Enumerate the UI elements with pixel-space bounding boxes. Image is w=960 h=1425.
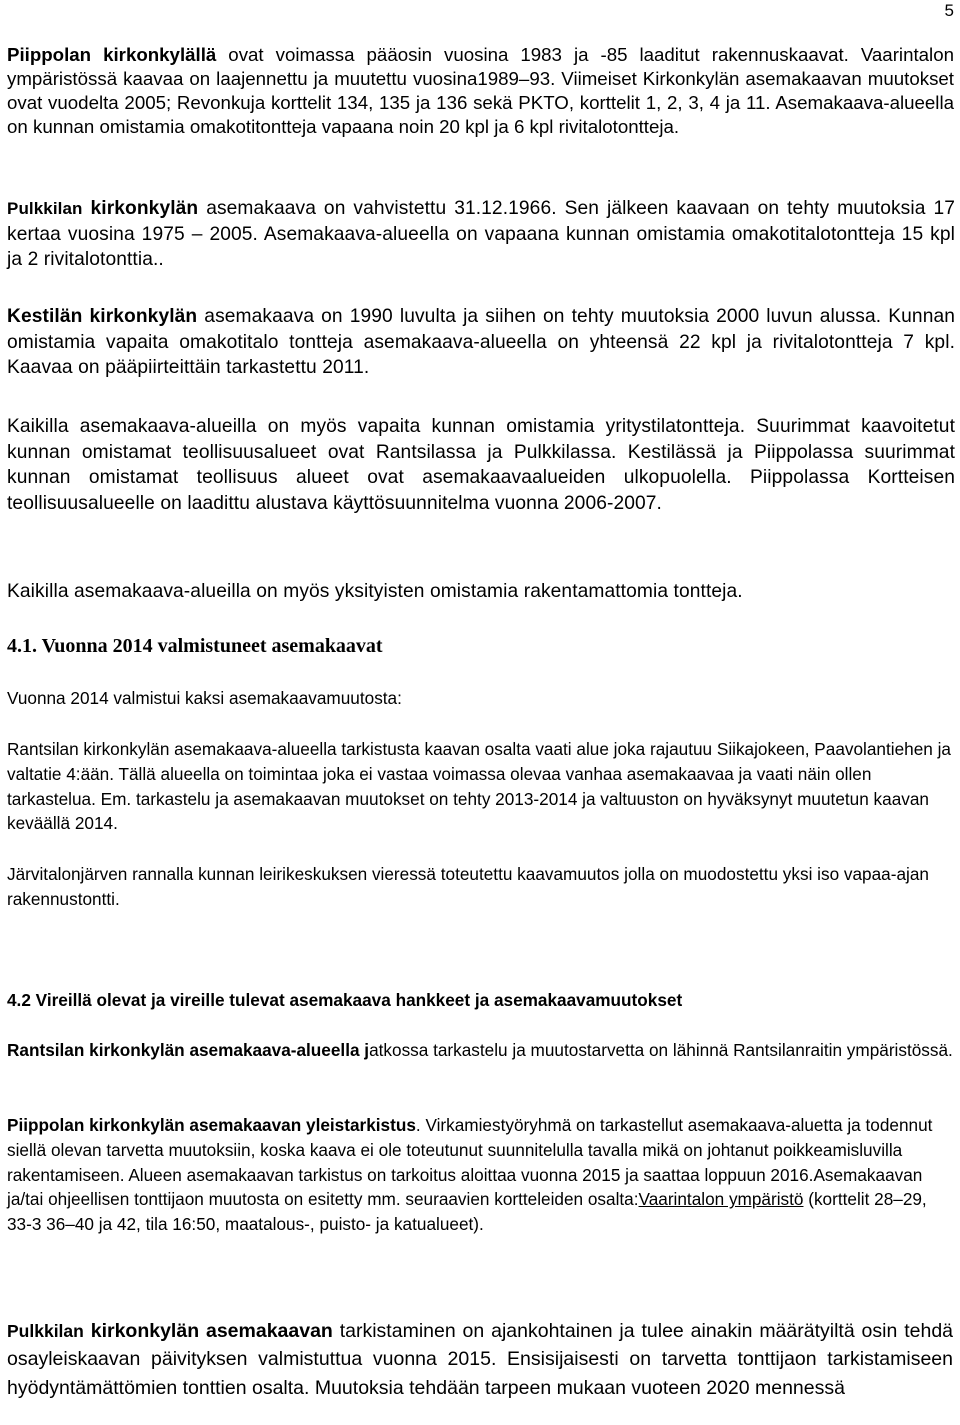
paragraph-text: asemakaava on 1990 luvulta ja siihen on tehty muutoksia 2000 luvun alussa. Kunnan omistamia vapaita omakotitalo tontteja asemakaava-alueella on yhteensä 22 kpl ja rivitalotontteja 7 kpl. Kaavaa on pääpiirteittäin tarkastettu 2011. — [7, 306, 956, 379]
paragraph-text: tarkistaminen on ajankohtainen ja tulee ainakin määrätyiltä osin tehdä osayleiskaavan päivityksen valmistuttua vuonna 2015. Ensisijaisesti on tarvetta tonttijaon tarkistamiseen hyödyntämättömien tonttien osalta. Muutoksia tehdään tarpeen mukaan vuoteen 2020 mennessä — [7, 1320, 954, 1399]
place-name: Piippolan kirkonkylällä — [7, 44, 217, 65]
place-name-suffix: kirkonkylän — [82, 198, 199, 219]
paragraph-jarvitalonjarvi: Järvitalonjärven rannalla kunnan leirikeskuksen vieressä toteutettu kaavamuutos jolla on muodostettu yksi iso vapaa-ajan rakennustontti. — [7, 864, 929, 909]
lead-text: Rantsilan kirkonkylän asemakaava-alueella j — [7, 1040, 370, 1060]
paragraph-rantsila-2014: Rantsilan kirkonkylän asemakaava-alueella tarkistusta kaavan osalta vaati alue joka rajautuu Siikajokeen, Paavolantiehen ja valtatie 4:ään. Tällä alueella on toimintaa joka ei vastaa voimassa olevaa vanhaa asemakaavaa ja vaati näin ollen tarkastelua. Em. tarkastelu ja asemakaavan muutokset on tehty 2013-2014 ja valtuuston on hyväksynyt muutetun kaavan keväällä 2014. — [7, 739, 951, 834]
lead-text: Pulkkilan — [7, 1321, 84, 1341]
paragraph-text: asemakaava on vahvistettu 31.12.1966. Sen jälkeen kaavaan on tehty muutoksia 17 kertaa vuosina 1975 – 2005. Asemakaava-alueella on vapaana kunnan omistamia omakotitalotontteja 15 kpl ja 2 rivitalotonttia.. — [7, 198, 955, 271]
paragraph-2014-intro: Vuonna 2014 valmistui kaksi asemakaavamuutosta: — [7, 688, 402, 708]
underlined-area-name: Vaarintalon ympäristö — [638, 1189, 804, 1210]
paragraph-pulkkila-plan — [7, 196, 955, 273]
paragraph-text: atkossa tarkastelu ja muutostarvetta on lähinnä Rantsilanraitin ympäristössä. — [369, 1040, 953, 1060]
lead-text-suffix: kirkonkylän asemakaavan — [83, 1320, 333, 1342]
section-heading-4-2: 4.2 Vireillä olevat ja vireille tulevat asemakaava hankkeet ja asemakaavamuutokset — [7, 990, 683, 1010]
paragraph-piippola-plans — [7, 43, 954, 139]
page-number: 5 — [944, 1, 954, 20]
paragraph-rantsila-pending — [7, 1038, 953, 1063]
paragraph-pulkkila-review — [7, 1317, 953, 1402]
section-heading-4-1: 4.1. Vuonna 2014 valmistuneet asemakaavat — [7, 635, 383, 657]
paragraph-text: . Virkamiestyöryhmä on tarkastellut asemakaava-aluetta ja todennut siellä olevan tarvetta muutoksiin, koska kaava ei ole toteutunut suunnitelulla tavalla mikä on johtanut poikkeamisluvilla rakentamiseen. Alueen asemakaavan tarkistus on tarkoitus aloittaa vuonna 2015 ja saattaa loppuun 2016.Asemakaavan ja/tai ohjeellisen tonttijaon muutosta on esitetty mm. seuraavien kortteleiden osalta: — [7, 1115, 933, 1210]
paragraph-kestila-plan — [7, 304, 955, 381]
paragraph-private-plots: Kaikilla asemakaava-alueilla on myös yksityisten omistamia rakentamattomia tontteja. — [7, 581, 743, 602]
place-name: Kestilän kirkonkylän — [7, 306, 198, 327]
paragraph-text-end: (korttelit 28–29, 33-3 36–40 ja 42, tila 16:50, maatalous-, puisto- ja katualueet). — [7, 1189, 927, 1235]
place-name: Pulkkilan — [7, 199, 83, 218]
paragraph-text: ovat voimassa pääosin vuosina 1983 ja -85 laaditut rakennuskaavat. Vaarintalon ympäristössä kaavaa on laajennettu ja muutettu vuosina1989–93. Viimeiset Kirkonkylän asemakaavan muutokset ovat vuodelta 2005; Revonkuja korttelit 134, 135 ja 136 sekä PKTO, korttelit 1, 2, 3, 4 ja 11. Asemakaava-alueella on kunnan omistamia omakotitontteja vapaana noin 20 kpl ja 6 kpl rivitalotontteja. — [7, 44, 954, 137]
paragraph-piippola-review — [7, 1113, 953, 1237]
lead-text: Piippolan kirkonkylän asemakaavan yleistarkistus — [7, 1115, 416, 1135]
paragraph-industrial-plots: Kaikilla asemakaava-alueilla on myös vapaita kunnan omistamia yritystilatontteja. Suurimmat kaavoitetut kunnan omistamat teollisuusalueet ovat Rantsilassa ja Pulkkilassa. Kestilässä ja Piippolassa suurimmat kunnan omistamat teollisuus alueet ovat asemakaavaalueiden ulkopuolella. Piippolassa Kortteisen teollisuusalueelle on laadittu alustava käyttösuunnitelma vuonna 2006-2007. — [7, 416, 955, 515]
